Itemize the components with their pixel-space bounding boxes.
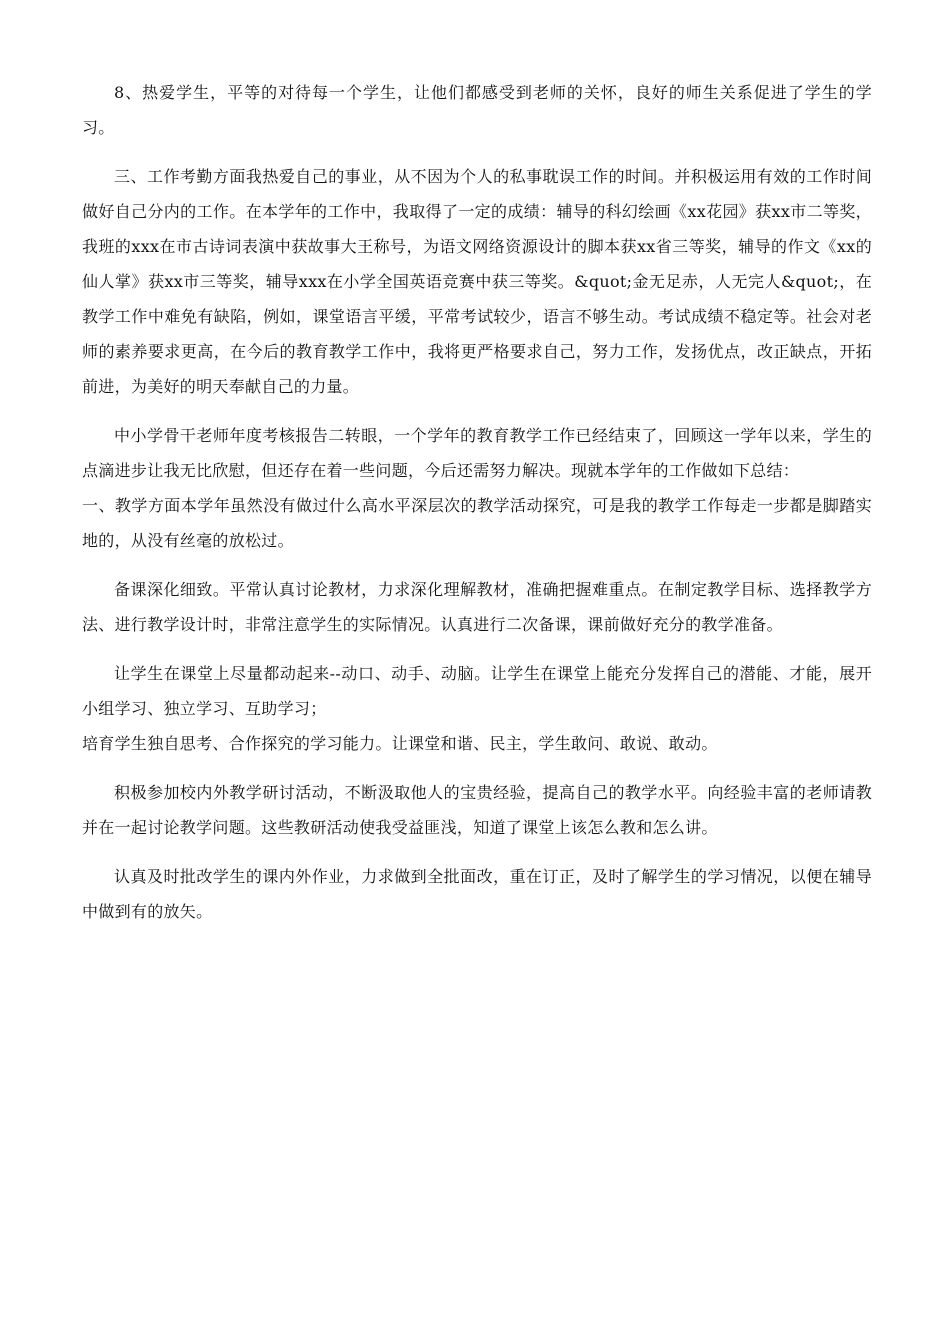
paragraph-homework-grading: 认真及时批改学生的课内外作业，力求做到全批面改，重在订正，及时了解学生的学习情况，以便在辅导中做到有的放矢。 <box>82 867 872 921</box>
paragraph-lesson-prep: 备课深化细致。平常认真讨论教材，力求深化理解教材，准确把握难重点。在制定教学目标、选择教学方法、进行教学设计时，非常注意学生的实际情况。认真进行二次备课，课前做好充分的教学准备。 <box>82 580 872 634</box>
paragraph-teaching-research: 积极参加校内外教学研讨活动，不断汲取他人的宝贵经验，提高自己的教学水平。向经验丰富的老师请教并在一起讨论教学问题。这些教研活动使我受益匪浅，知道了课堂上该怎么教和怎么讲。 <box>82 783 872 837</box>
paragraph-report-two-intro: 中小学骨干老师年度考核报告二转眼，一个学年的教育教学工作已经结束了，回顾这一学年以来，学生的点滴进步让我无比欣慰，但还存在着一些问题，今后还需努力解决。现就本学年的工作做如下总结： <box>82 426 872 480</box>
paragraph-active-learning: 让学生在课堂上尽量都动起来--动口、动手、动脑。让学生在课堂上能充分发挥自己的潜能、才能，展开小组学习、独立学习、互助学习； <box>82 664 872 718</box>
paragraph-teaching-section: 一、教学方面本学年虽然没有做过什么高水平深层次的教学活动探究，可是我的教学工作每走一步都是脚踏实地的，从没有丝毫的放松过。 <box>82 496 872 550</box>
document-body <box>82 75 872 943</box>
paragraph-independent-thinking: 培育学生独自思考、合作探究的学习能力。让课堂和谐、民主，学生敢问、敢说、敢动。 <box>82 734 718 753</box>
paragraph-item-8: 8、热爱学生，平等的对待每一个学生，让他们都感受到老师的关怀，良好的师生关系促进了学生的学习。 <box>82 83 872 137</box>
paragraph-attendance: 三、工作考勤方面我热爱自己的事业，从不因为个人的私事耽误工作的时间。并积极运用有效的工作时间做好自己分内的工作。在本学年的工作中，我取得了一定的成绩：辅导的科幻绘画《xx花园》获xx市二等奖，我班的xxx在市古诗词表演中获故事大王称号，为语文网络资源设计的脚本获xx省三等奖，辅导的作文《xx的仙人掌》获xx市三等奖，辅导xxx在小学全国英语竞赛中获三等奖。&quot;金无足赤，人无完人&quot;，在教学工作中难免有缺陷，例如，课堂语言平缓，平常考试较少，语言不够生动。考试成绩不稳定等。社会对老师的素养要求更高，在今后的教育教学工作中，我将更严格要求自己，努力工作，发扬优点，改正缺点，开拓前进，为美好的明天奉献自己的力量。 <box>82 167 872 396</box>
